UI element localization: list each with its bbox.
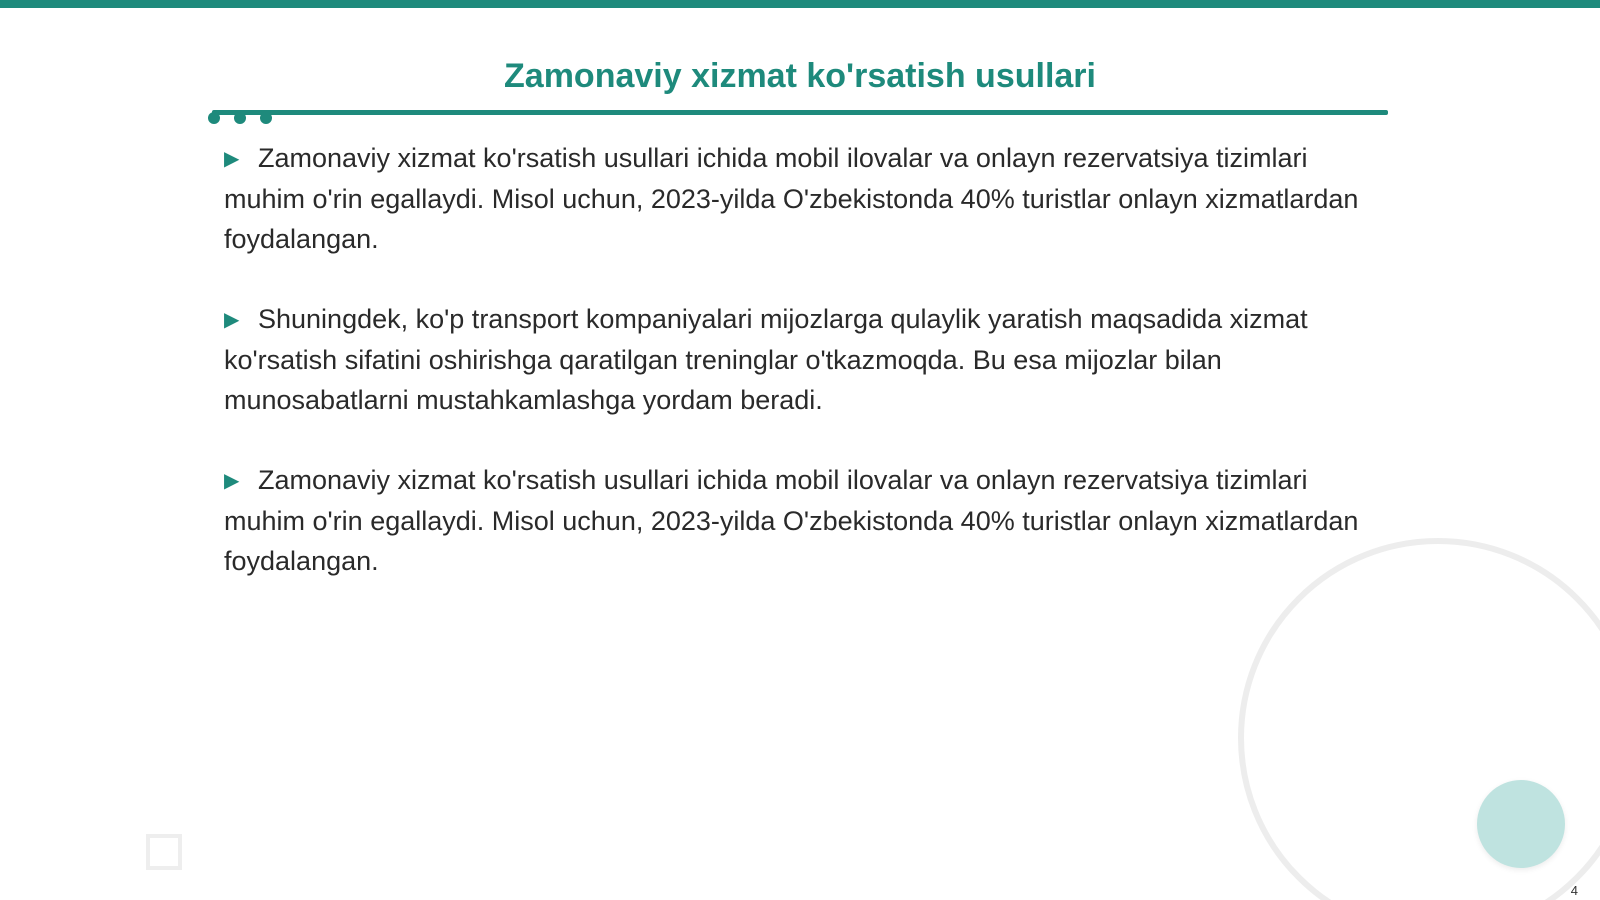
- decorative-square: [146, 834, 182, 870]
- triangle-bullet-icon: ▶: [224, 470, 240, 492]
- bullet-item: [224, 299, 1364, 420]
- title-underline: [212, 110, 1388, 115]
- bullet-list: [224, 138, 1364, 621]
- bullet-text: Zamonaviy xizmat ko'rsatish usullari ichida mobil ilovalar va onlayn rezervatsiya tizimlari muhim o'rin egallaydi. Misol uchun, 2023-yilda O'zbekistonda 40% turistlar onlayn xizmatlardan foydalangan.: [224, 465, 1359, 576]
- underline-dot: [260, 112, 272, 124]
- bullet-text: Shuningdek, ko'p transport kompaniyalari mijozlarga qulaylik yaratish maqsadida xizmat ko'rsatish sifatini oshirishga qaratilgan treninglar o'tkazmoqda. Bu esa mijozlar bilan munosabatlarni mustahkamlashga yordam beradi.: [224, 304, 1308, 415]
- underline-dot: [234, 112, 246, 124]
- bullet-text: Zamonaviy xizmat ko'rsatish usullari ichida mobil ilovalar va onlayn rezervatsiya tizimlari muhim o'rin egallaydi. Misol uchun, 2023-yilda O'zbekistonda 40% turistlar onlayn xizmatlardan foydalangan.: [224, 143, 1359, 254]
- page-number: 4: [1570, 883, 1578, 898]
- decorative-bubble: [1477, 780, 1565, 868]
- bullet-item: [224, 460, 1364, 581]
- bullet-item: [224, 138, 1364, 259]
- triangle-bullet-icon: ▶: [224, 148, 240, 170]
- slide-title: Zamonaviy xizmat ko'rsatish usullari: [504, 57, 1096, 95]
- underline-dot: [208, 112, 220, 124]
- top-accent-bar: [0, 0, 1600, 8]
- triangle-bullet-icon: ▶: [224, 309, 240, 331]
